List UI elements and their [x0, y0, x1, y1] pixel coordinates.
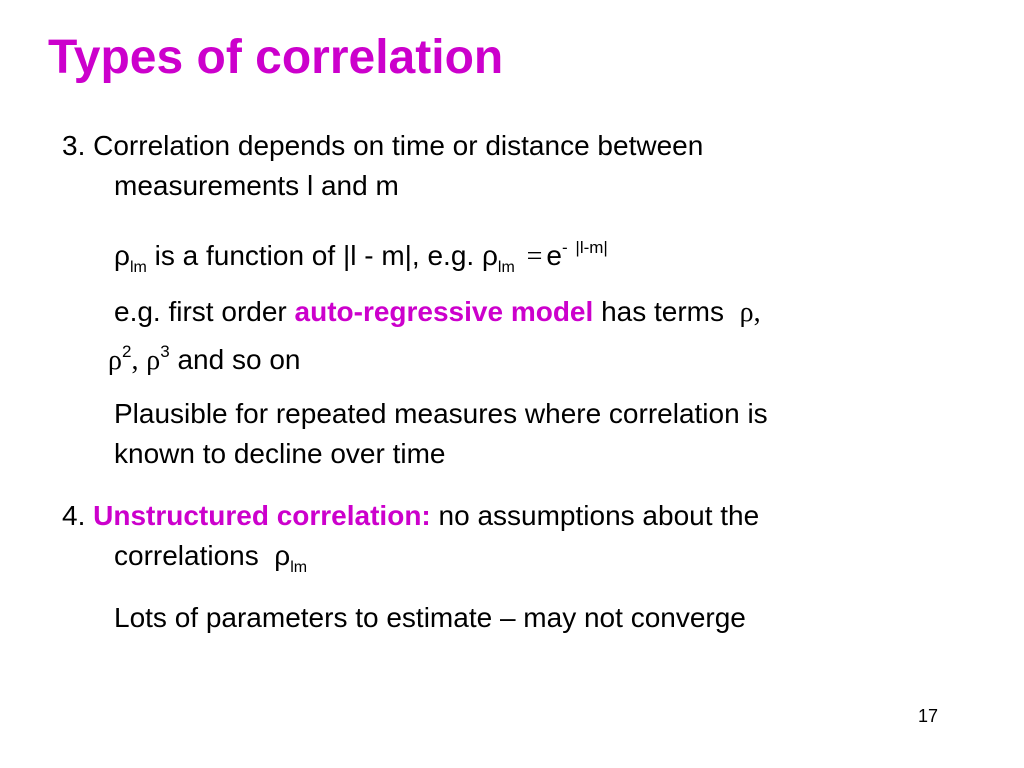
- rho-term: ρ: [739, 297, 754, 328]
- exp-abs: |l-m|: [575, 238, 608, 257]
- rho-subscript-3: lm: [290, 559, 308, 576]
- comma: ,: [753, 297, 761, 328]
- exp-base: e: [546, 240, 562, 271]
- item-4-line-2: [114, 536, 307, 588]
- item-3-line-2: measurements l and m: [114, 170, 399, 201]
- ar-model-line-1: [114, 292, 761, 333]
- equals-sign: =: [526, 241, 543, 272]
- correlation-formula: [114, 228, 608, 288]
- rho-symbol-2: ρ: [481, 240, 498, 271]
- rho-symbol: ρ: [114, 240, 130, 271]
- slide-title: Types of correlation: [48, 31, 504, 84]
- exp-minus: -: [561, 238, 568, 257]
- power-2: 2: [121, 342, 132, 361]
- ar-model-line-2: [108, 332, 300, 381]
- item-4-text: no assumptions about the: [438, 500, 760, 531]
- item-3-line-1: [62, 126, 703, 166]
- rho-cubed: ρ: [146, 345, 161, 376]
- rho-subscript-2: lm: [497, 259, 515, 276]
- rho-symbol-3: ρ: [274, 540, 291, 571]
- ar-model-highlight: auto-regressive model: [294, 296, 594, 327]
- rho-squared: ρ: [108, 345, 122, 376]
- plausible-line-2: known to decline over time: [114, 438, 446, 469]
- comma-2: ,: [131, 345, 139, 376]
- formula-text: is a function of |l - m|, e.g.: [154, 240, 475, 271]
- ar-suffix: has terms: [601, 296, 725, 327]
- item-3-text: Correlation depends on time or distance between: [93, 130, 704, 161]
- page-number: 17: [917, 706, 938, 726]
- plausible-line-1: Plausible for repeated measures where correlation is: [114, 398, 768, 429]
- lots-of-parameters: Lots of parameters to estimate – may not converge: [114, 602, 746, 633]
- item-4-number: 4.: [62, 500, 86, 531]
- item-3-number: 3.: [62, 130, 86, 161]
- rho-subscript: lm: [129, 259, 147, 276]
- unstructured-highlight: Unstructured correlation:: [93, 500, 431, 531]
- and-so-on: and so on: [177, 344, 301, 375]
- item-4-line-1: [62, 496, 759, 536]
- power-3: 3: [160, 342, 170, 361]
- correlations-word: correlations: [114, 540, 259, 571]
- ar-prefix: e.g. first order: [114, 296, 287, 327]
